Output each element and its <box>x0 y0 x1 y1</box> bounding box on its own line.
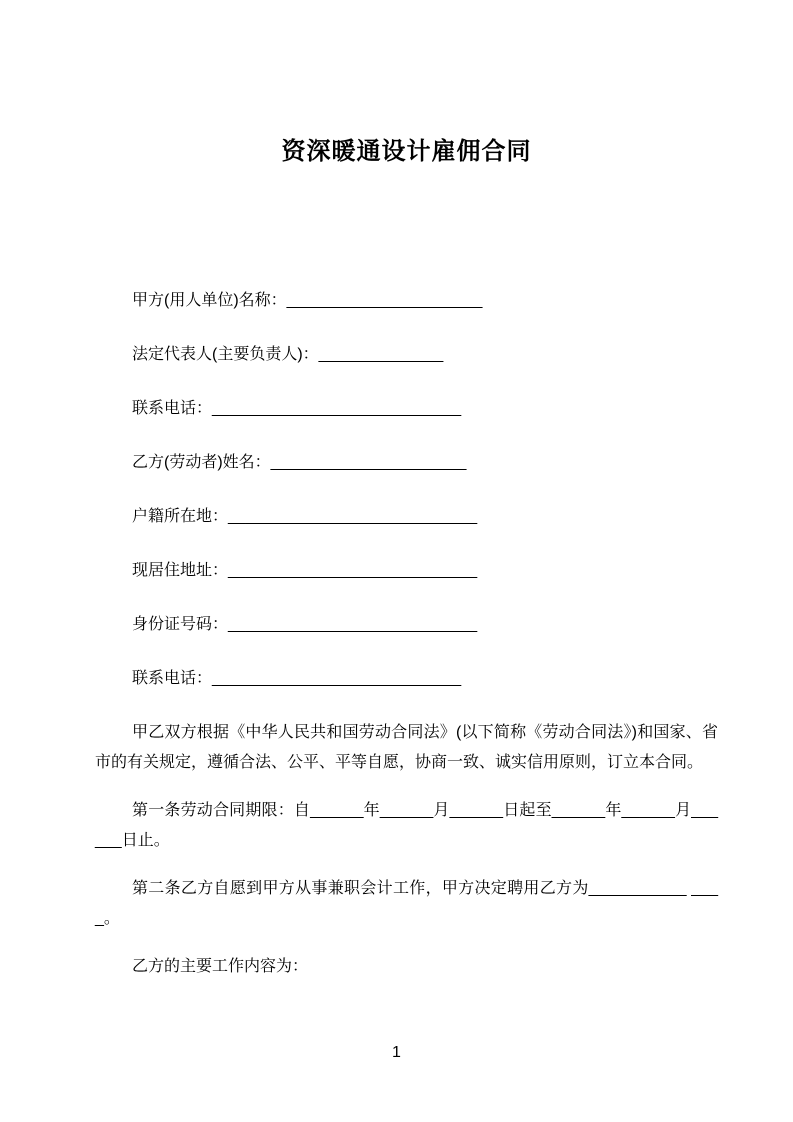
document-title: 资深暖通设计雇佣合同 <box>281 138 532 165</box>
field-blank-line: ____________________________ <box>228 616 478 633</box>
field-label-legal-representative: 法定代表人(主要负责人)： <box>132 346 319 363</box>
form-field-row <box>95 502 718 532</box>
form-field-row <box>95 556 718 586</box>
paragraph-work-content: 乙方的主要工作内容为： <box>132 958 309 975</box>
field-label-employer-name: 甲方(用人单位)名称： <box>132 292 287 309</box>
field-blank-line: ______________________ <box>286 292 483 309</box>
field-blank-line: ______________________ <box>270 454 467 471</box>
form-field-row <box>95 286 718 316</box>
party-info-section <box>95 286 718 694</box>
form-field-row <box>95 664 718 694</box>
paragraph-intro: 甲乙双方根据《中华人民共和国劳动合同法》(以下简称《劳动合同法》)和国家、省市的有关规定，遵循合法、公平、平等自愿，协商一致、诚实信用原则，订立本合同。 <box>95 724 718 771</box>
field-blank-line: ______________ <box>318 346 444 363</box>
field-label-id-number: 身份证号码： <box>132 616 229 633</box>
field-label-registered-residence: 户籍所在地： <box>132 508 229 525</box>
form-field-row <box>95 448 718 478</box>
field-label-current-address: 现居住地址： <box>132 562 229 579</box>
field-blank-line: ____________________________ <box>212 670 462 687</box>
field-label-employer-phone: 联系电话： <box>132 400 213 417</box>
field-label-employee-name: 乙方(劳动者)姓名： <box>132 454 271 471</box>
page-number: 1 <box>392 1044 401 1061</box>
field-blank-line: ____________________________ <box>228 562 478 579</box>
form-field-row <box>95 394 718 424</box>
field-label-employee-phone: 联系电话： <box>132 670 213 687</box>
paragraph-clause-2-position: 第二条乙方自愿到甲方从事兼职会计工作，甲方决定聘用乙方为___________ ____。 <box>95 880 718 927</box>
form-field-row <box>95 340 718 370</box>
paragraph-clause-1-term: 第一条劳动合同期限：自______年______月______日起至______年______月______日止。 <box>95 802 718 849</box>
field-blank-line: ____________________________ <box>212 400 462 417</box>
form-field-row <box>95 610 718 640</box>
field-blank-line: ____________________________ <box>228 508 478 525</box>
